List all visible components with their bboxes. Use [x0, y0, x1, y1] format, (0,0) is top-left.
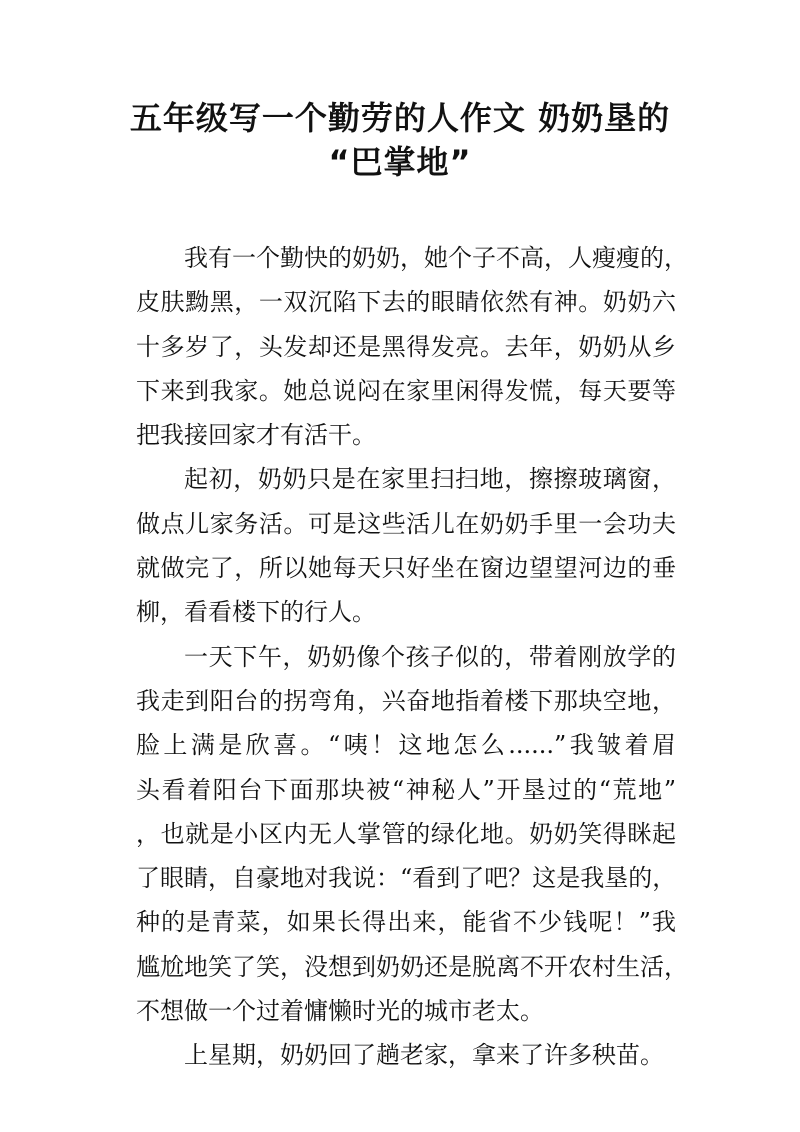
text-line: 下来到我家。她总说闷在家里闲得发慌，每天要等	[136, 376, 676, 405]
text-line: 一天下午，奶奶像个孩子似的，带着刚放学的	[184, 642, 676, 671]
document-body	[136, 236, 688, 1078]
text-line: 十多岁了，头发却还是黑得发亮。去年，奶奶从乡	[136, 332, 676, 361]
paragraph-4	[136, 1033, 676, 1077]
text-line: 种的是青菜，如果长得出来，能省不少钱呢！”我	[136, 908, 676, 937]
paragraph-3	[136, 635, 688, 1034]
text-line: 不想做一个过着慵懒时光的城市老太。	[136, 997, 544, 1026]
text-line: 皮肤黝黑，一双沉陷下去的眼睛依然有神。奶奶六	[136, 288, 676, 317]
text-line: 柳，看看楼下的行人。	[136, 598, 376, 627]
text-line: 上星期，奶奶回了趟老家，拿来了许多秧苗。	[184, 1041, 664, 1070]
text-line: 把我接回家才有活干。	[136, 421, 376, 450]
text-line: 了眼睛，自豪地对我说：“看到了吧？这是我垦的，	[136, 864, 677, 893]
title-line-1: 五年级写一个勤劳的人作文 奶奶垦的	[129, 99, 671, 137]
text-line: 做点儿家务活。可是这些活儿在奶奶手里一会功夫	[136, 509, 676, 538]
paragraph-2	[136, 457, 676, 634]
text-line: 头看着阳台下面那块被“神秘人”开垦过的“荒地”	[136, 775, 676, 804]
text-line: ，也就是小区内无人掌管的绿化地。奶奶笑得眯起	[136, 819, 676, 848]
text-line: 脸上满是欣喜。“咦！这地怎么......”我皱着眉	[136, 731, 676, 760]
text-line: 起初，奶奶只是在家里扫扫地，擦擦玻璃窗，	[184, 465, 676, 494]
paragraph-1	[136, 236, 688, 457]
text-line: 尴尬地笑了笑，没想到奶奶还是脱离不开农村生活，	[136, 952, 688, 981]
title-line-2: “巴掌地”	[328, 143, 472, 181]
text-line: 就做完了，所以她每天只好坐在窗边望望河边的垂	[136, 554, 676, 583]
text-line: 我有一个勤快的奶奶，她个子不高，人瘦瘦的，	[184, 244, 688, 272]
document-title	[100, 96, 700, 184]
text-line: 我走到阳台的拐弯角，兴奋地指着楼下那块空地，	[136, 686, 676, 715]
